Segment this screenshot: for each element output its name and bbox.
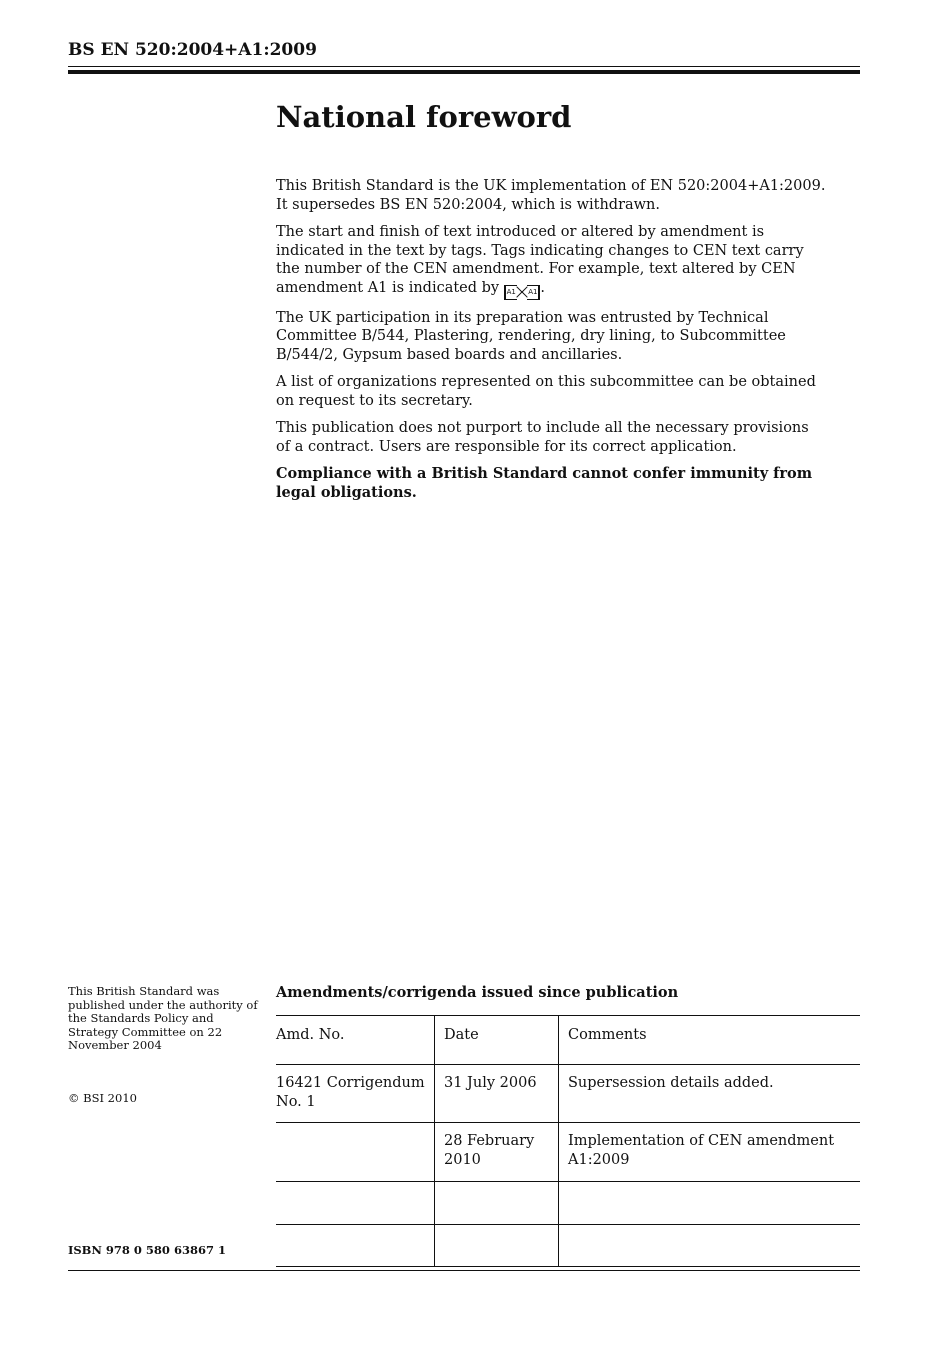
table-row bbox=[276, 1123, 860, 1182]
paragraph-compliance: Compliance with a British Standard cannot confer immunity from legal obligations. bbox=[276, 465, 813, 501]
cell-amd-no: 16421 Corrigendum No. 1 bbox=[276, 1065, 435, 1123]
cell-amd-no bbox=[276, 1123, 435, 1182]
cell-amd-no bbox=[276, 1182, 435, 1225]
page-title: National foreword bbox=[276, 100, 572, 134]
cell-comments bbox=[559, 1182, 861, 1225]
isbn: ISBN 978 0 580 63867 1 bbox=[68, 1243, 226, 1257]
foreword-body bbox=[276, 177, 826, 511]
amendment-end-tag-icon: A1 bbox=[527, 285, 540, 300]
paragraph-contract: This publication does not purport to include all the necessary provisions of a contract. Users are responsible for its correct application. bbox=[276, 420, 809, 455]
cell-comments: Implementation of CEN amendment A1:2009 bbox=[559, 1123, 861, 1182]
amendments-table bbox=[276, 1015, 860, 1267]
amendment-start-tag-icon: A1 bbox=[504, 285, 517, 300]
header-rule-thin bbox=[68, 66, 860, 67]
column-header-date: Date bbox=[435, 1016, 559, 1065]
column-header-comments: Comments bbox=[559, 1016, 861, 1065]
paragraph-amendment-tags bbox=[276, 223, 826, 300]
copyright-notice: © BSI 2010 bbox=[68, 1091, 137, 1105]
amendment-tags-period: . bbox=[540, 279, 545, 296]
cell-comments: Supersession details added. bbox=[559, 1065, 861, 1123]
cell-date: 28 February 2010 bbox=[435, 1123, 559, 1182]
paragraph-organizations: A list of organizations represented on this subcommittee can be obtained on request to its secretary. bbox=[276, 374, 816, 409]
table-row bbox=[276, 1182, 860, 1225]
table-row bbox=[276, 1225, 860, 1267]
amendment-tags-text: The start and finish of text introduced or altered by amendment is indicated in the text by tags. Tags indicating changes to CEN text carry the number of the CEN amendment. For example, text altered by CEN amendment A1 is indicated by bbox=[276, 224, 804, 296]
publication-note: This British Standard was published under the authority of the Standards Policy and Strategy Committee on 22 November 2004 bbox=[68, 984, 258, 1052]
cell-comments bbox=[559, 1225, 861, 1267]
cell-date bbox=[435, 1182, 559, 1225]
paragraph-implementation: This British Standard is the UK implementation of EN 520:2004+A1:2009. It supersedes BS EN 520:2004, which is withdrawn. bbox=[276, 178, 826, 213]
table-header-row bbox=[276, 1016, 860, 1065]
cell-date: 31 July 2006 bbox=[435, 1065, 559, 1123]
column-header-amd-no: Amd. No. bbox=[276, 1016, 435, 1065]
cell-date bbox=[435, 1225, 559, 1267]
footer-rule bbox=[68, 1270, 860, 1271]
document-code: BS EN 520:2004+A1:2009 bbox=[68, 40, 317, 60]
table-row bbox=[276, 1065, 860, 1123]
cell-amd-no bbox=[276, 1225, 435, 1267]
header-rule-thick bbox=[68, 70, 860, 74]
amendments-title: Amendments/corrigenda issued since publication bbox=[276, 984, 679, 1001]
paragraph-committee: The UK participation in its preparation was entrusted by Technical Committee B/544, Plastering, rendering, dry lining, to Subcommittee B/544/2, Gypsum based boards and ancillaries. bbox=[276, 309, 786, 363]
